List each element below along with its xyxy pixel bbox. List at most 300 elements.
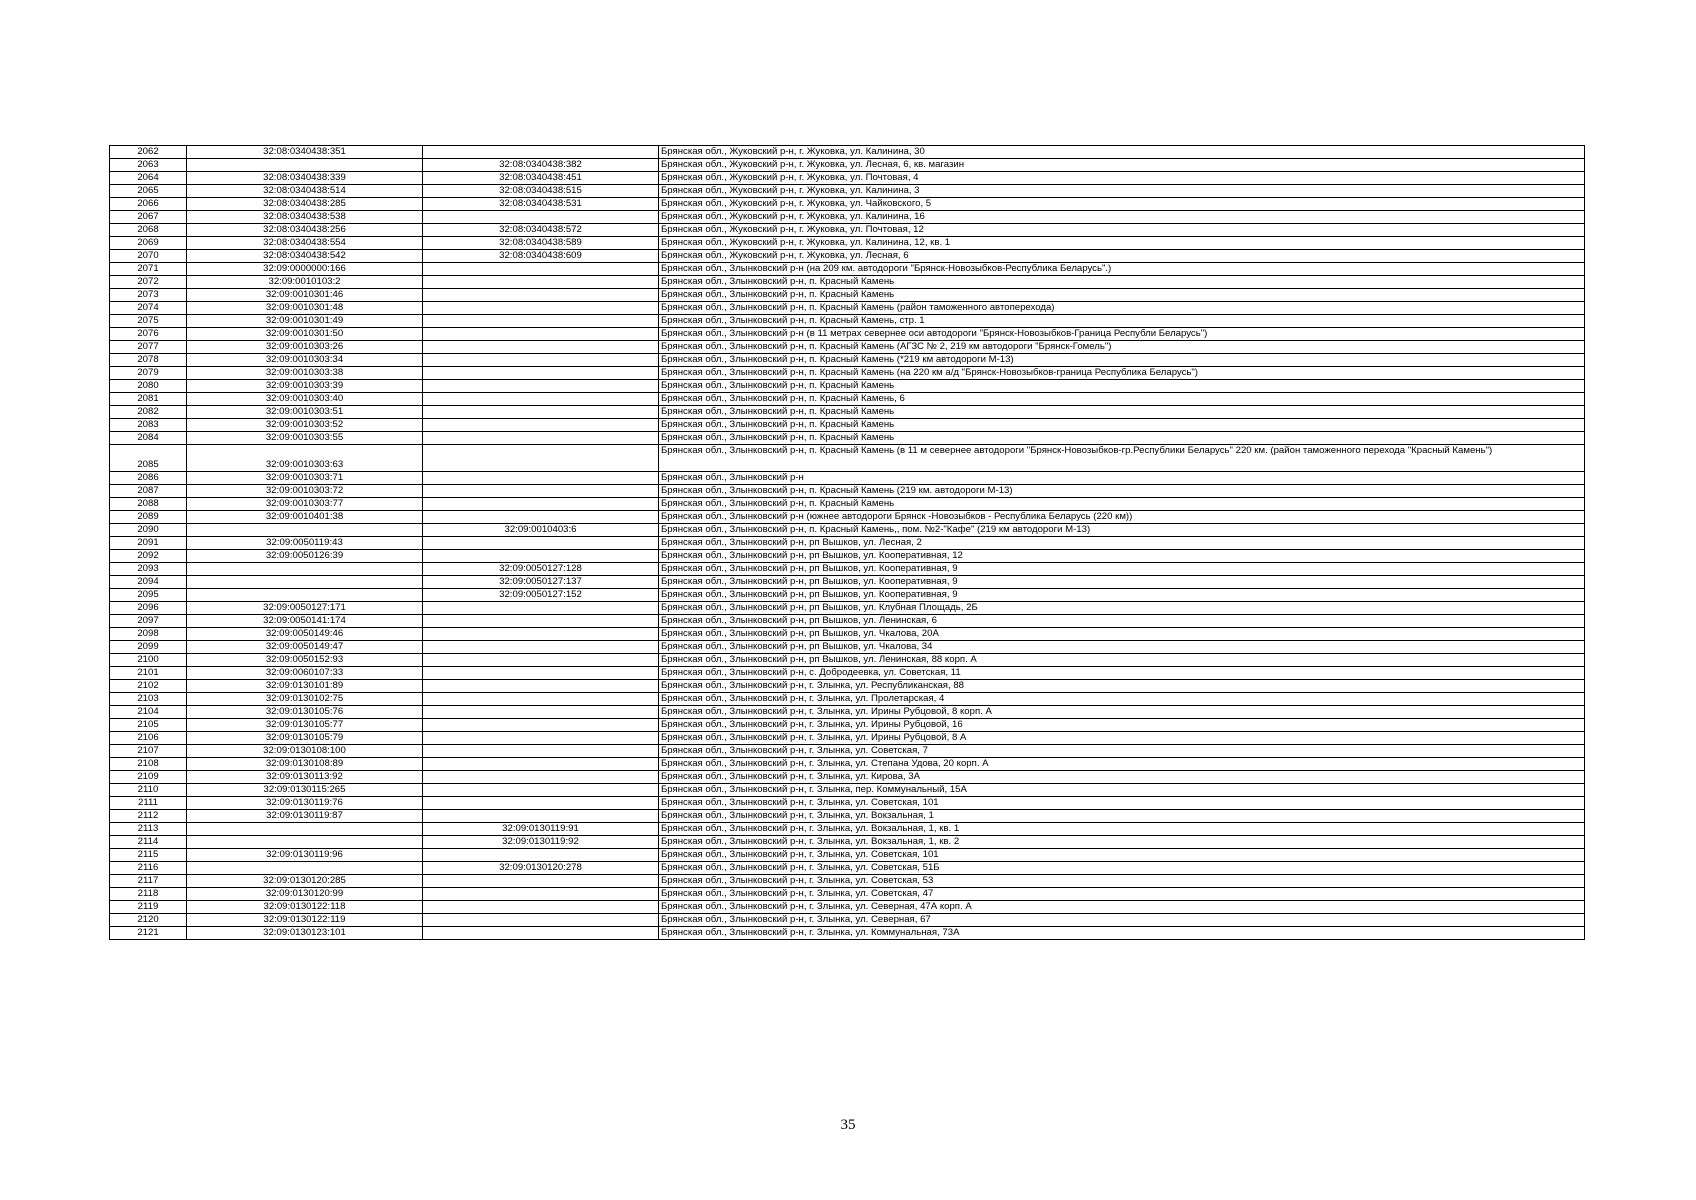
cadastral-number-cell: 32:08:0340438:538 bbox=[187, 211, 423, 224]
table-row bbox=[110, 276, 1585, 289]
address-cell: Брянская обл., Злынковский р-н, п. Красный Камень bbox=[659, 289, 1585, 302]
cadastral-number-cell: 32:09:0130120:99 bbox=[187, 888, 423, 901]
address-cell: Брянская обл., Жуковский р-н, г. Жуковка, ул. Калинина, 12, кв. 1 bbox=[659, 237, 1585, 250]
table-row bbox=[110, 758, 1585, 771]
row-number-cell: 2119 bbox=[110, 901, 187, 914]
related-cadastral-number-cell bbox=[423, 341, 659, 354]
related-cadastral-number-cell bbox=[423, 393, 659, 406]
cadastral-number-cell: 32:09:0050149:46 bbox=[187, 628, 423, 641]
table-row bbox=[110, 875, 1585, 888]
related-cadastral-number-cell bbox=[423, 797, 659, 810]
cadastral-number-cell: 32:09:0130113:92 bbox=[187, 771, 423, 784]
row-number-cell: 2102 bbox=[110, 680, 187, 693]
row-number-cell: 2087 bbox=[110, 485, 187, 498]
table-row bbox=[110, 589, 1585, 602]
related-cadastral-number-cell bbox=[423, 146, 659, 159]
row-number-cell: 2101 bbox=[110, 667, 187, 680]
address-cell: Брянская обл., Злынковский р-н, г. Злынка, ул. Ирины Рубцовой, 8 А bbox=[659, 732, 1585, 745]
related-cadastral-number-cell: 32:08:0340438:589 bbox=[423, 237, 659, 250]
row-number-cell: 2080 bbox=[110, 380, 187, 393]
related-cadastral-number-cell: 32:09:0130119:91 bbox=[423, 823, 659, 836]
table-row bbox=[110, 185, 1585, 198]
related-cadastral-number-cell bbox=[423, 693, 659, 706]
row-number-cell: 2062 bbox=[110, 146, 187, 159]
cadastral-number-cell: 32:09:0010301:46 bbox=[187, 289, 423, 302]
address-cell: Брянская обл., Злынковский р-н, п. Красный Камень bbox=[659, 432, 1585, 445]
related-cadastral-number-cell bbox=[423, 302, 659, 315]
address-cell: Брянская обл., Злынковский р-н, г. Злынка, ул. Кирова, 3А bbox=[659, 771, 1585, 784]
related-cadastral-number-cell bbox=[423, 784, 659, 797]
row-number-cell: 2115 bbox=[110, 849, 187, 862]
table-row bbox=[110, 784, 1585, 797]
cadastral-number-cell bbox=[187, 823, 423, 836]
related-cadastral-number-cell: 32:09:0130119:92 bbox=[423, 836, 659, 849]
cadastral-number-cell: 32:09:0130101:89 bbox=[187, 680, 423, 693]
row-number-cell: 2097 bbox=[110, 615, 187, 628]
cadastral-number-cell: 32:09:0130102:75 bbox=[187, 693, 423, 706]
related-cadastral-number-cell bbox=[423, 472, 659, 485]
related-cadastral-number-cell: 32:09:0010403:6 bbox=[423, 524, 659, 537]
row-number-cell: 2085 bbox=[110, 445, 187, 472]
related-cadastral-number-cell: 32:08:0340438:572 bbox=[423, 224, 659, 237]
table-row bbox=[110, 159, 1585, 172]
address-cell: Брянская обл., Злынковский р-н, рп Вышков, ул. Кооперативная, 12 bbox=[659, 550, 1585, 563]
address-cell: Брянская обл., Злынковский р-н, п. Красный Камень, 6 bbox=[659, 393, 1585, 406]
address-cell: Брянская обл., Злынковский р-н, п. Красный Камень (*219 км автодороги М-13) bbox=[659, 354, 1585, 367]
address-cell: Брянская обл., Жуковский р-н, г. Жуковка, ул. Чайковского, 5 bbox=[659, 198, 1585, 211]
cadastral-number-cell: 32:09:0010303:51 bbox=[187, 406, 423, 419]
table-row bbox=[110, 406, 1585, 419]
address-cell: Брянская обл., Злынковский р-н, рп Вышков, ул. Чкалова, 34 bbox=[659, 641, 1585, 654]
address-cell: Брянская обл., Злынковский р-н, г. Злынка, ул. Советская, 51Б bbox=[659, 862, 1585, 875]
table-row bbox=[110, 315, 1585, 328]
cadastral-number-cell: 32:08:0340438:514 bbox=[187, 185, 423, 198]
row-number-cell: 2070 bbox=[110, 250, 187, 263]
cadastral-number-cell: 32:09:0010301:50 bbox=[187, 328, 423, 341]
related-cadastral-number-cell: 32:08:0340438:382 bbox=[423, 159, 659, 172]
table-row bbox=[110, 289, 1585, 302]
table-row bbox=[110, 328, 1585, 341]
row-number-cell: 2074 bbox=[110, 302, 187, 315]
address-cell: Брянская обл., Злынковский р-н, п. Красный Камень (район таможенного автоперехода) bbox=[659, 302, 1585, 315]
row-number-cell: 2082 bbox=[110, 406, 187, 419]
row-number-cell: 2075 bbox=[110, 315, 187, 328]
row-number-cell: 2069 bbox=[110, 237, 187, 250]
table-row bbox=[110, 823, 1585, 836]
cadastral-number-cell: 32:08:0340438:542 bbox=[187, 250, 423, 263]
address-cell: Брянская обл., Злынковский р-н, г. Злынка, ул. Северная, 67 bbox=[659, 914, 1585, 927]
cadastral-number-cell: 32:09:0010303:40 bbox=[187, 393, 423, 406]
row-number-cell: 2063 bbox=[110, 159, 187, 172]
cadastral-number-cell: 32:08:0340438:554 bbox=[187, 237, 423, 250]
related-cadastral-number-cell: 32:09:0050127:137 bbox=[423, 576, 659, 589]
row-number-cell: 2078 bbox=[110, 354, 187, 367]
address-cell: Брянская обл., Злынковский р-н, п. Красный Камень bbox=[659, 498, 1585, 511]
related-cadastral-number-cell bbox=[423, 771, 659, 784]
related-cadastral-number-cell bbox=[423, 432, 659, 445]
row-number-cell: 2079 bbox=[110, 367, 187, 380]
cadastral-number-cell bbox=[187, 862, 423, 875]
table-row bbox=[110, 367, 1585, 380]
table-row bbox=[110, 445, 1585, 472]
address-cell: Брянская обл., Злынковский р-н, п. Красный Камень bbox=[659, 276, 1585, 289]
row-number-cell: 2112 bbox=[110, 810, 187, 823]
table-row bbox=[110, 602, 1585, 615]
cadastral-number-cell: 32:09:0010303:52 bbox=[187, 419, 423, 432]
row-number-cell: 2114 bbox=[110, 836, 187, 849]
row-number-cell: 2065 bbox=[110, 185, 187, 198]
related-cadastral-number-cell bbox=[423, 550, 659, 563]
related-cadastral-number-cell bbox=[423, 511, 659, 524]
cadastral-number-cell bbox=[187, 159, 423, 172]
related-cadastral-number-cell bbox=[423, 406, 659, 419]
table-row bbox=[110, 810, 1585, 823]
row-number-cell: 2106 bbox=[110, 732, 187, 745]
table-row bbox=[110, 706, 1585, 719]
related-cadastral-number-cell bbox=[423, 719, 659, 732]
cadastral-number-cell: 32:09:0010303:72 bbox=[187, 485, 423, 498]
address-cell: Брянская обл., Злынковский р-н, рп Вышков, ул. Кооперативная, 9 bbox=[659, 589, 1585, 602]
row-number-cell: 2120 bbox=[110, 914, 187, 927]
address-cell: Брянская обл., Злынковский р-н, г. Злынка, ул. Степана Удова, 20 корп. А bbox=[659, 758, 1585, 771]
cadastral-table bbox=[109, 145, 1585, 940]
table-row bbox=[110, 485, 1585, 498]
row-number-cell: 2103 bbox=[110, 693, 187, 706]
related-cadastral-number-cell bbox=[423, 706, 659, 719]
address-cell: Брянская обл., Злынковский р-н, г. Злынка, ул. Советская, 7 bbox=[659, 745, 1585, 758]
cadastral-number-cell: 32:08:0340438:339 bbox=[187, 172, 423, 185]
related-cadastral-number-cell bbox=[423, 758, 659, 771]
address-cell: Брянская обл., Злынковский р-н, г. Злынка, ул. Ирины Рубцовой, 16 bbox=[659, 719, 1585, 732]
address-cell: Брянская обл., Жуковский р-н, г. Жуковка, ул. Калинина, 30 bbox=[659, 146, 1585, 159]
address-cell: Брянская обл., Злынковский р-н, п. Красный Камень,, пом. №2-"Кафе" (219 км автодороги М-13) bbox=[659, 524, 1585, 537]
address-cell: Брянская обл., Злынковский р-н, рп Вышков, ул. Кооперативная, 9 bbox=[659, 563, 1585, 576]
related-cadastral-number-cell bbox=[423, 641, 659, 654]
table-row bbox=[110, 354, 1585, 367]
related-cadastral-number-cell bbox=[423, 485, 659, 498]
table-row bbox=[110, 927, 1585, 940]
cadastral-number-cell: 32:08:0340438:285 bbox=[187, 198, 423, 211]
cadastral-number-cell: 32:09:0060107:33 bbox=[187, 667, 423, 680]
row-number-cell: 2067 bbox=[110, 211, 187, 224]
related-cadastral-number-cell bbox=[423, 849, 659, 862]
cadastral-number-cell: 32:09:0010303:55 bbox=[187, 432, 423, 445]
table-row bbox=[110, 341, 1585, 354]
table-row bbox=[110, 511, 1585, 524]
address-cell: Брянская обл., Злынковский р-н, п. Красный Камень, стр. 1 bbox=[659, 315, 1585, 328]
related-cadastral-number-cell bbox=[423, 276, 659, 289]
address-cell: Брянская обл., Злынковский р-н, г. Злынка, ул. Вокзальная, 1, кв. 2 bbox=[659, 836, 1585, 849]
row-number-cell: 2073 bbox=[110, 289, 187, 302]
row-number-cell: 2064 bbox=[110, 172, 187, 185]
cadastral-number-cell bbox=[187, 576, 423, 589]
row-number-cell: 2117 bbox=[110, 875, 187, 888]
row-number-cell: 2099 bbox=[110, 641, 187, 654]
related-cadastral-number-cell bbox=[423, 537, 659, 550]
row-number-cell: 2092 bbox=[110, 550, 187, 563]
row-number-cell: 2093 bbox=[110, 563, 187, 576]
row-number-cell: 2071 bbox=[110, 263, 187, 276]
address-cell: Брянская обл., Злынковский р-н, п. Красный Камень (в 11 м севернее автодороги "Брянск-Новозыбков-гр.Республики Беларусь" 220 км. (район таможенного перехода "Красный Камень") bbox=[659, 445, 1585, 472]
related-cadastral-number-cell bbox=[423, 328, 659, 341]
address-cell: Брянская обл., Злынковский р-н, г. Злынка, ул. Советская, 101 bbox=[659, 849, 1585, 862]
row-number-cell: 2076 bbox=[110, 328, 187, 341]
cadastral-number-cell: 32:09:0050127:171 bbox=[187, 602, 423, 615]
cadastral-number-cell: 32:09:0130120:285 bbox=[187, 875, 423, 888]
row-number-cell: 2108 bbox=[110, 758, 187, 771]
address-cell: Брянская обл., Злынковский р-н, г. Злынка, ул. Коммунальная, 73А bbox=[659, 927, 1585, 940]
related-cadastral-number-cell: 32:09:0130120:278 bbox=[423, 862, 659, 875]
row-number-cell: 2110 bbox=[110, 784, 187, 797]
row-number-cell: 2100 bbox=[110, 654, 187, 667]
address-cell: Брянская обл., Злынковский р-н (южнее автодороги Брянск -Новозыбков - Республика Беларусь (220 км)) bbox=[659, 511, 1585, 524]
row-number-cell: 2118 bbox=[110, 888, 187, 901]
table-row bbox=[110, 237, 1585, 250]
row-number-cell: 2086 bbox=[110, 472, 187, 485]
page-number: 35 bbox=[840, 1117, 856, 1133]
related-cadastral-number-cell bbox=[423, 445, 659, 472]
related-cadastral-number-cell: 32:08:0340438:531 bbox=[423, 198, 659, 211]
row-number-cell: 2090 bbox=[110, 524, 187, 537]
address-cell: Брянская обл., Злынковский р-н, рп Вышков, ул. Чкалова, 20А bbox=[659, 628, 1585, 641]
address-cell: Брянская обл., Жуковский р-н, г. Жуковка, ул. Почтовая, 12 bbox=[659, 224, 1585, 237]
cadastral-number-cell: 32:08:0340438:256 bbox=[187, 224, 423, 237]
related-cadastral-number-cell bbox=[423, 654, 659, 667]
table-row bbox=[110, 914, 1585, 927]
cadastral-number-cell bbox=[187, 589, 423, 602]
cadastral-number-cell: 32:09:0010401:38 bbox=[187, 511, 423, 524]
address-cell: Брянская обл., Злынковский р-н (на 209 км. автодороги "Брянск-Новозыбков-Республика Беларусь".) bbox=[659, 263, 1585, 276]
row-number-cell: 2104 bbox=[110, 706, 187, 719]
address-cell: Брянская обл., Злынковский р-н, г. Злынка, ул. Ирины Рубцовой, 8 корп. А bbox=[659, 706, 1585, 719]
row-number-cell: 2083 bbox=[110, 419, 187, 432]
address-cell: Брянская обл., Злынковский р-н, г. Злынка, пер. Коммунальный, 15А bbox=[659, 784, 1585, 797]
table-row bbox=[110, 302, 1585, 315]
related-cadastral-number-cell bbox=[423, 367, 659, 380]
address-cell: Брянская обл., Злынковский р-н, рп Вышков, ул. Кооперативная, 9 bbox=[659, 576, 1585, 589]
row-number-cell: 2105 bbox=[110, 719, 187, 732]
table-row bbox=[110, 563, 1585, 576]
row-number-cell: 2077 bbox=[110, 341, 187, 354]
address-cell: Брянская обл., Злынковский р-н, г. Злынка, ул. Советская, 53 bbox=[659, 875, 1585, 888]
related-cadastral-number-cell: 32:08:0340438:451 bbox=[423, 172, 659, 185]
cadastral-number-cell: 32:09:0050119:43 bbox=[187, 537, 423, 550]
cadastral-number-cell: 32:09:0050141:174 bbox=[187, 615, 423, 628]
address-cell: Брянская обл., Злынковский р-н, п. Красный Камень bbox=[659, 406, 1585, 419]
address-cell: Брянская обл., Злынковский р-н, г. Злынка, ул. Советская, 101 bbox=[659, 797, 1585, 810]
address-cell: Брянская обл., Жуковский р-н, г. Жуковка, ул. Калинина, 16 bbox=[659, 211, 1585, 224]
table-row bbox=[110, 888, 1585, 901]
row-number-cell: 2084 bbox=[110, 432, 187, 445]
related-cadastral-number-cell: 32:09:0050127:152 bbox=[423, 589, 659, 602]
table-row bbox=[110, 537, 1585, 550]
address-cell: Брянская обл., Злынковский р-н, г. Злынка, ул. Северная, 47А корп. А bbox=[659, 901, 1585, 914]
table-row bbox=[110, 680, 1585, 693]
row-number-cell: 2095 bbox=[110, 589, 187, 602]
related-cadastral-number-cell bbox=[423, 810, 659, 823]
related-cadastral-number-cell bbox=[423, 419, 659, 432]
related-cadastral-number-cell bbox=[423, 732, 659, 745]
related-cadastral-number-cell bbox=[423, 667, 659, 680]
table-row bbox=[110, 654, 1585, 667]
cadastral-number-cell: 32:09:0010303:71 bbox=[187, 472, 423, 485]
table-row bbox=[110, 862, 1585, 875]
table-row bbox=[110, 146, 1585, 159]
table-row bbox=[110, 498, 1585, 511]
table-row bbox=[110, 472, 1585, 485]
related-cadastral-number-cell bbox=[423, 901, 659, 914]
row-number-cell: 2066 bbox=[110, 198, 187, 211]
row-number-cell: 2121 bbox=[110, 927, 187, 940]
table-row bbox=[110, 901, 1585, 914]
related-cadastral-number-cell bbox=[423, 263, 659, 276]
row-number-cell: 2091 bbox=[110, 537, 187, 550]
cadastral-number-cell: 32:09:0130105:79 bbox=[187, 732, 423, 745]
related-cadastral-number-cell: 32:08:0340438:609 bbox=[423, 250, 659, 263]
cadastral-number-cell: 32:09:0130119:76 bbox=[187, 797, 423, 810]
table-row bbox=[110, 263, 1585, 276]
related-cadastral-number-cell bbox=[423, 615, 659, 628]
cadastral-number-cell: 32:09:0130105:76 bbox=[187, 706, 423, 719]
related-cadastral-number-cell: 32:09:0050127:128 bbox=[423, 563, 659, 576]
row-number-cell: 2113 bbox=[110, 823, 187, 836]
table-row bbox=[110, 836, 1585, 849]
table-row bbox=[110, 667, 1585, 680]
related-cadastral-number-cell bbox=[423, 745, 659, 758]
cadastral-number-cell: 32:09:0130119:87 bbox=[187, 810, 423, 823]
cadastral-number-cell: 32:09:0010301:49 bbox=[187, 315, 423, 328]
cadastral-number-cell: 32:09:0010303:39 bbox=[187, 380, 423, 393]
cadastral-number-cell: 32:09:0010303:38 bbox=[187, 367, 423, 380]
address-cell: Брянская обл., Злынковский р-н, рп Вышков, ул. Лесная, 2 bbox=[659, 537, 1585, 550]
cadastral-number-cell: 32:09:0130122:118 bbox=[187, 901, 423, 914]
table-body bbox=[110, 146, 1585, 940]
cadastral-number-cell: 32:09:0130122:119 bbox=[187, 914, 423, 927]
cadastral-number-cell: 32:09:0130119:96 bbox=[187, 849, 423, 862]
related-cadastral-number-cell bbox=[423, 498, 659, 511]
related-cadastral-number-cell bbox=[423, 680, 659, 693]
address-cell: Брянская обл., Злынковский р-н, рп Вышков, ул. Ленинская, 88 корп. А bbox=[659, 654, 1585, 667]
table-row bbox=[110, 849, 1585, 862]
row-number-cell: 2098 bbox=[110, 628, 187, 641]
table-row bbox=[110, 615, 1585, 628]
table-row bbox=[110, 628, 1585, 641]
table-row bbox=[110, 380, 1585, 393]
row-number-cell: 2107 bbox=[110, 745, 187, 758]
row-number-cell: 2089 bbox=[110, 511, 187, 524]
cadastral-number-cell: 32:09:0050126:39 bbox=[187, 550, 423, 563]
table-row bbox=[110, 641, 1585, 654]
address-cell: Брянская обл., Злынковский р-н, г. Злынка, ул. Вокзальная, 1 bbox=[659, 810, 1585, 823]
table-row bbox=[110, 732, 1585, 745]
cadastral-number-cell: 32:09:0010103:2 bbox=[187, 276, 423, 289]
address-cell: Брянская обл., Злынковский р-н, г. Злынка, ул. Советская, 47 bbox=[659, 888, 1585, 901]
cadastral-number-cell: 32:09:0130115:265 bbox=[187, 784, 423, 797]
table-row bbox=[110, 393, 1585, 406]
cadastral-number-cell: 32:09:0010303:26 bbox=[187, 341, 423, 354]
cadastral-number-cell: 32:09:0010301:48 bbox=[187, 302, 423, 315]
cadastral-number-cell bbox=[187, 836, 423, 849]
table-row bbox=[110, 224, 1585, 237]
address-cell: Брянская обл., Злынковский р-н (в 11 метрах севернее оси автодороги "Брянск-Новозыбков-Граница Республи Беларусь") bbox=[659, 328, 1585, 341]
cadastral-number-cell: 32:09:0050152:93 bbox=[187, 654, 423, 667]
cadastral-number-cell: 32:09:0010303:63 bbox=[187, 445, 423, 472]
related-cadastral-number-cell bbox=[423, 914, 659, 927]
related-cadastral-number-cell bbox=[423, 927, 659, 940]
table-row bbox=[110, 211, 1585, 224]
table-row bbox=[110, 797, 1585, 810]
address-cell: Брянская обл., Жуковский р-н, г. Жуковка, ул. Лесная, 6 bbox=[659, 250, 1585, 263]
address-cell: Брянская обл., Злынковский р-н, п. Красный Камень bbox=[659, 380, 1585, 393]
address-cell: Брянская обл., Злынковский р-н, п. Красный Камень bbox=[659, 419, 1585, 432]
table-row bbox=[110, 198, 1585, 211]
table-row bbox=[110, 719, 1585, 732]
cadastral-number-cell bbox=[187, 524, 423, 537]
address-cell: Брянская обл., Злынковский р-н, г. Злынка, ул. Пролетарская, 4 bbox=[659, 693, 1585, 706]
table-row bbox=[110, 771, 1585, 784]
cadastral-number-cell: 32:09:0130108:100 bbox=[187, 745, 423, 758]
related-cadastral-number-cell bbox=[423, 354, 659, 367]
address-cell: Брянская обл., Злынковский р-н, г. Злынка, ул. Вокзальная, 1, кв. 1 bbox=[659, 823, 1585, 836]
address-cell: Брянская обл., Злынковский р-н, рп Вышков, ул. Клубная Площадь, 2Б bbox=[659, 602, 1585, 615]
row-number-cell: 2116 bbox=[110, 862, 187, 875]
table-row bbox=[110, 524, 1585, 537]
table-row bbox=[110, 419, 1585, 432]
row-number-cell: 2094 bbox=[110, 576, 187, 589]
row-number-cell: 2072 bbox=[110, 276, 187, 289]
address-cell: Брянская обл., Жуковский р-н, г. Жуковка, ул. Лесная, 6, кв. магазин bbox=[659, 159, 1585, 172]
address-cell: Брянская обл., Злынковский р-н, рп Вышков, ул. Ленинская, 6 bbox=[659, 615, 1585, 628]
related-cadastral-number-cell: 32:08:0340438:515 bbox=[423, 185, 659, 198]
related-cadastral-number-cell bbox=[423, 211, 659, 224]
related-cadastral-number-cell bbox=[423, 888, 659, 901]
row-number-cell: 2081 bbox=[110, 393, 187, 406]
table-row bbox=[110, 550, 1585, 563]
address-cell: Брянская обл., Злынковский р-н, п. Красный Камень (219 км. автодороги М-13) bbox=[659, 485, 1585, 498]
row-number-cell: 2111 bbox=[110, 797, 187, 810]
table-row bbox=[110, 172, 1585, 185]
address-cell: Брянская обл., Злынковский р-н, с. Добродеевка, ул. Советская, 11 bbox=[659, 667, 1585, 680]
cadastral-number-cell: 32:09:0130105:77 bbox=[187, 719, 423, 732]
related-cadastral-number-cell bbox=[423, 875, 659, 888]
cadastral-number-cell bbox=[187, 563, 423, 576]
cadastral-number-cell: 32:09:0050149:47 bbox=[187, 641, 423, 654]
row-number-cell: 2096 bbox=[110, 602, 187, 615]
related-cadastral-number-cell bbox=[423, 628, 659, 641]
table-row bbox=[110, 576, 1585, 589]
address-cell: Брянская обл., Злынковский р-н, п. Красный Камень (АГЗС № 2, 219 км автодороги "Брянск-Гомель") bbox=[659, 341, 1585, 354]
related-cadastral-number-cell bbox=[423, 380, 659, 393]
address-cell: Брянская обл., Злынковский р-н bbox=[659, 472, 1585, 485]
address-cell: Брянская обл., Злынковский р-н, г. Злынка, ул. Республиканская, 88 bbox=[659, 680, 1585, 693]
table-row bbox=[110, 693, 1585, 706]
cadastral-number-cell: 32:08:0340438:351 bbox=[187, 146, 423, 159]
cadastral-number-cell: 32:09:0000000:166 bbox=[187, 263, 423, 276]
related-cadastral-number-cell bbox=[423, 289, 659, 302]
cadastral-number-cell: 32:09:0130123:101 bbox=[187, 927, 423, 940]
table-row bbox=[110, 432, 1585, 445]
related-cadastral-number-cell bbox=[423, 602, 659, 615]
cadastral-number-cell: 32:09:0010303:77 bbox=[187, 498, 423, 511]
row-number-cell: 2088 bbox=[110, 498, 187, 511]
address-cell: Брянская обл., Жуковский р-н, г. Жуковка, ул. Калинина, 3 bbox=[659, 185, 1585, 198]
table-row bbox=[110, 745, 1585, 758]
cadastral-number-cell: 32:09:0130108:89 bbox=[187, 758, 423, 771]
address-cell: Брянская обл., Жуковский р-н, г. Жуковка, ул. Почтовая, 4 bbox=[659, 172, 1585, 185]
cadastral-number-cell: 32:09:0010303:34 bbox=[187, 354, 423, 367]
related-cadastral-number-cell bbox=[423, 315, 659, 328]
row-number-cell: 2109 bbox=[110, 771, 187, 784]
